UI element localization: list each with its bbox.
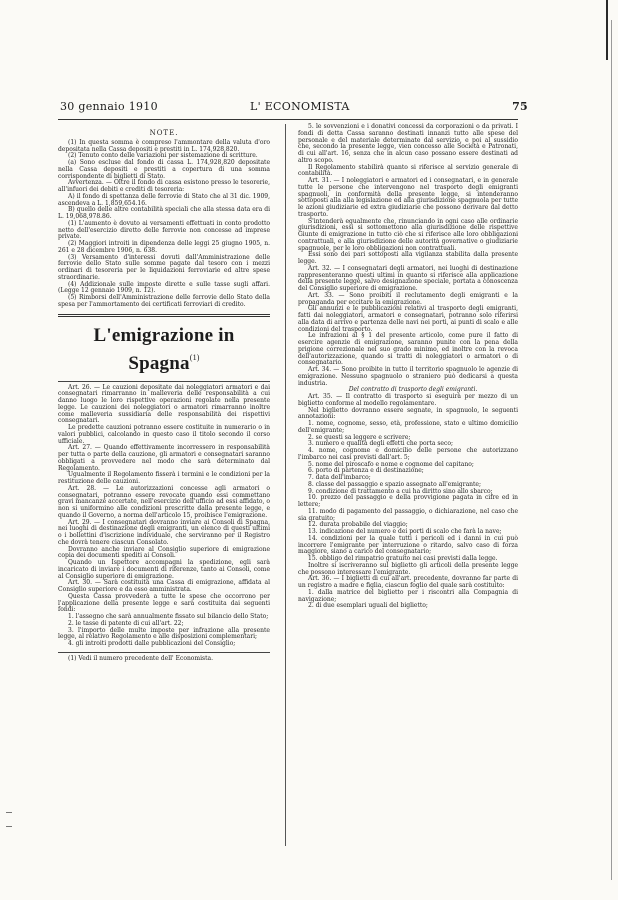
article-paragraph: 2. le tasse di patente di cui all'art. 22; [68, 619, 184, 627]
section-rule [58, 314, 270, 317]
article-paragraph: Essi sono dei pari sottoposti alla vigilanza stabilita dalla presente legge. [298, 251, 518, 265]
list-item: 9. condizione di trattamento a cui ha diritto sino allo sbarco; [308, 487, 493, 495]
article-paragraph: Art. 30. — Sarà costituita una Cassa di emigrazione, affidata al Consiglio superiore e da esso amministrata. [58, 579, 270, 593]
article-paragraph: Questa Cassa provvederà a tutte le spese che occorrono per l'applicazione della presente legge e sarà costituita dai seguenti fondi: [58, 592, 270, 614]
article-paragraph: Art. 34. — Sono proibite in tutto il territorio spagnuolo le agenzie di emigrazione. Nessuno spagnuolo o straniero può dedicarsi a questa industria. [298, 366, 518, 387]
margin-mark [6, 812, 12, 813]
header-rule [58, 119, 518, 120]
section-title-text: L'emigrazione in Spagna [93, 324, 235, 374]
section-title-rule [58, 381, 270, 382]
list-item: 12. durata probabile del viaggio; [308, 521, 408, 529]
article-paragraph: Art. 29. — I consegnatari dovranno inviare ai Consoli di Spagna, nei luoghi di destinazione degli emigranti, un elenco di questi ultimi o i bollettini d'iscrizione individuale, che serviranno per il Registro che dovrà tenere ciascun Consolato. [58, 518, 270, 546]
list-item: 14. condizioni per la quale tutti i pericoli ed i danni in cui può incorrere l'emigrante per interruzione o ritardo, salvo caso di forza maggiore, siano a carico del consegnatario; [298, 534, 518, 556]
note-paragraph: (1) L'aumento è dovuto ai versamenti effettuati in conto prodotto netto dell'esercizio diretto delle ferrovie non concesse ad imprese private. [58, 219, 270, 241]
right-column [298, 124, 518, 610]
list-item: 5. nome del piroscafo e nome e cognome del capitano; [308, 460, 474, 468]
subsection-heading: Del contratto di trasporto degli emigranti. [348, 386, 478, 394]
article-paragraph: Le infrazioni al § 1 del presente articolo, come pure il fatto di esercire agenzie di emigrazione, saranno punite con la pena della prigione correzionale nel suo grado minimo, ed inoltre con la revoca dell'autorizzazione, quando si tratti di noleggiatori o armatori o di consegnatario. [298, 332, 518, 367]
article-paragraph: Inoltre si iscriveranno sul biglietto gli articoli della presente legge che possono interessare l'emigrante. [298, 561, 518, 576]
article-paragraph: 4. gli introiti prodotti dalle pubblicazioni del Consiglio; [68, 640, 236, 647]
note-paragraph: (2) Tenuto conto delle variazioni per sistemazione di scritture. [68, 152, 258, 160]
list-item: 13. indicazione del numero e dei porti di scalo che farà la nave; [308, 528, 502, 535]
list-item: 11. modo di pagamento del passaggio, o dichiarazione, nel caso che sia gratuito; [298, 507, 518, 522]
footnote-rule [58, 652, 270, 653]
article-paragraph: Art. 35. — Il contratto di trasporto si eseguirà per mezzo di un biglietto conforme al modello regolamentare. [298, 393, 518, 407]
scan-edge-mark [606, 0, 608, 60]
article-paragraph: 3. l'importo delle multe imposte per infrazione alla presente legge, al relativo Regolamento e alle disposizioni complementari; [58, 626, 270, 641]
page-number: 75 [512, 100, 528, 113]
page-header [60, 100, 528, 114]
list-item: 6. porto di partenza e di destinazione; [308, 467, 424, 475]
list-item: 7. data dell'imbarco; [308, 474, 371, 481]
article-paragraph: Art. 28. — Le autorizzazioni concesse agli armatori o consegnatari, potranno essere revocate quando essi commettano gravi mancanze accertate, nell'esercizio dell'ufficio ad essi affidato, o non si uniformino alle condizioni prescritte dalla presente legge, e quando il Governo, a norma dell'articolo 15, proibisce l'emigrazione. [58, 484, 270, 519]
list-item: 1. nome, cognome, sesso, età, professione, stato e ultimo domicilio dell'emigrante; [298, 420, 518, 434]
section-title [58, 325, 270, 375]
article-paragraph: Quando un Ispettore accompagni la spedizione, egli sarà incaricato di inviare i documenti di riferenze, tanto ai Consoli, come al Consiglio superiore di emigrazione. [58, 559, 270, 580]
article-paragraph: Le predette cauzioni potranno essere costituite in numerario o in valori pubblici, calcolando in questo caso il titolo secondo il corso ufficiale. [58, 424, 270, 445]
journal-title: L' ECONOMISTA [250, 100, 350, 113]
page-edge-line [611, 20, 612, 880]
note-paragraph: A) il fondo di spettanza delle ferrovie di Stato che al 31 dic. 1909, ascendeva a L. 1,859,654.16. [58, 192, 270, 207]
list-item: 3. numero e qualità degli effetti che porta seco; [308, 440, 453, 448]
list-item: 10. prezzo del passaggio e della provvigione pagata in cifre ed in lettere; [298, 494, 518, 508]
list-item: 4. nome, cognome e domicilio delle persone che autorizzano l'imbarco nei casi previsti dall'art. 5; [298, 447, 518, 461]
note-paragraph: (3) Versamento d'interessi dovuti dall'Amministrazione delle ferrovie dello Stato sulle somme pagate dal tesoro con i mezzi ordinari di tesoreria per le liquidazioni ferroviarie ed altre spese straordinarie. [58, 253, 270, 281]
footnote: (1) Vedi il numero precedente dell' Economista. [68, 654, 214, 662]
section-footnote-marker: (1) [189, 352, 200, 362]
note-paragraph: (5) Rimborsi dell'Amministrazione delle ferrovie dello Stato della spesa per l'ammortamento dei certificati ferroviari di credito. [58, 294, 270, 308]
note-paragraph: (2) Maggiori introiti in dipendenza delle leggi 25 giugno 1905, n. 261 e 28 dicembre 1906, n. 638. [58, 240, 270, 254]
list-item: 2. di due esemplari uguali del biglietto; [308, 602, 428, 610]
header-date: 30 gennaio 1910 [60, 100, 158, 113]
article-paragraph: S'intenderà egualmente che, rinunciando in ogni caso alle ordinarie giurisdizioni, essi si sottomettono alla giurisdizione delle rispettive Giunte di emigrazione in tutto ciò che si riferisce alle loro obbligazioni contrattuali, e alla giurisdizione delle autorità governative o giudiziarie spagnuole, per le loro obbligazioni non contrattuali. [298, 217, 518, 252]
article-paragraph: Art. 31. — I noleggiatori e armatori ed i consegnatari, e in generale tutte le persone che intervengono nel trasporto degli emigranti spagnuoli, in conformità della presente legge, si intenderanno sottoposti alla alla legislazione ed alla giurisdizione spagnuola per tutte le azioni giudiziarie ed extra giudiziarie che possono derivare dal detto trasporto. [298, 177, 518, 218]
left-column [58, 124, 270, 663]
article-paragraph: 1. l'assegno che sarà annualmente fissato sul bilancio dello Stato; [68, 613, 269, 620]
list-item: 1. dalla matrice del biglietto per i riscontri alla Compagnia di navigazione; [298, 588, 518, 603]
note-paragraph: (4) Addizionale sulle imposte dirette e sulle tasse sugli affari. (Legge 12 gennaio 1909, n. 12). [58, 280, 270, 295]
column-divider [285, 124, 286, 846]
note-paragraph: Avvertenza. — Oltre il fondo di cassa esistono presso le tesorerie, all'infuori dei debiti e crediti di tesoreria: [58, 179, 270, 193]
article-paragraph: Art. 26. — Le cauzioni depositate dai noleggiatori armatori e dai consegnatari rimarranno in malleveria delle responsabilità a cui danno luogo le loro rispettive operazioni regolate nella presente legge. Le cauzioni dei noleggiatori o armatori rimarranno inoltre come malleveria sussidiaria delle responsabilità dei rispettivi consegnatari. [58, 383, 270, 425]
article-paragraph: Ugualmente il Regolamento fisserà i termini e le condizioni per la restituzione delle cauzioni. [58, 471, 270, 485]
article-paragraph: Nel biglietto dovranno essere segnate, in spagnuolo, le seguenti annotazioni: [298, 406, 518, 421]
list-item: 15. obbligo del rimpatrio gratuito nei casi previsti dalla legge. [308, 555, 498, 562]
article-paragraph: Il Regolamento stabilirà quanto si riferisce al servizio generale di contabilità. [298, 163, 518, 178]
note-paragraph: (a) Sono escluse dal fondo di cassa L. 174,928,820 depositate nella Cassa depositi e prestiti a copertura di una somma corrispondente di biglietti di Stato. [58, 159, 270, 180]
article-paragraph: Art. 33. — Sono proibiti il reclutamento degli emigranti e la propaganda per eccitare la emigrazione. [298, 291, 518, 306]
notes-title: NOTE. [149, 129, 179, 137]
article-paragraph: 5. le sovvenzioni e i donativi concessi da corporazioni o da privati. I fondi di detta Cassa saranno destinati innanzi tutto alle spese del personale e del materiale determinate dal servizio, e poi al sussidio che, secondo la presente legge, vien concesso alle Società e Patronati, di cui all'art. 16, senza che in alcun caso possano essere destinati ad altro scopo. [298, 123, 518, 164]
article-paragraph: Art. 32. — I consegnatari degli armatori, nei luoghi di destinazione rappresenteranno questi ultimi in quanto si riferisce alla applicazione della presente legge, salvo designazione speciale, portata a conoscenza del Consiglio superiore di emigrazione. [298, 264, 518, 292]
article-paragraph: Art. 27. — Quando effettivamente incorressero in responsabilità per tutta o parte della cauzione, gli armatori e consegnatari saranno obbligati a provvedere nel modo che sarà determinato dal Regolamento. [58, 444, 270, 472]
article-paragraph: Dovranno anche inviare al Consiglio superiore di emigrazione copia dei documenti spediti ai Consoli. [58, 545, 270, 560]
list-item: 2. se questi sa leggere e scrivere; [308, 433, 411, 441]
article-paragraph: Gli annunzi e le pubblicazioni relativi al trasporto degli emigranti, fatti dai noleggiatori, armatori e consegnatari, potranno solo riferirsi alla data di arrivo e partenza delle navi nei porti, ai punti di scalo e alle condizioni del trasporto. [298, 305, 518, 333]
note-paragraph: B) quello delle altre contabilità speciali che alla stessa data era di L. 19,068,978.86. [58, 206, 270, 220]
list-item: 8. classe del passaggio e spazio assegnato all'emigrante; [308, 480, 482, 488]
margin-mark [6, 826, 12, 827]
article-paragraph: Art. 36. — I biglietti di cui all'art. precedente, dovranno far parte di un registro a madre e figlia, ciascun foglio del quale sarà costituito: [298, 575, 518, 589]
note-paragraph: (1) In questa somma è compreso l'ammontare della valuta d'oro depositata nella Cassa depositi e prestiti in L. 174,928,820. [58, 138, 270, 153]
